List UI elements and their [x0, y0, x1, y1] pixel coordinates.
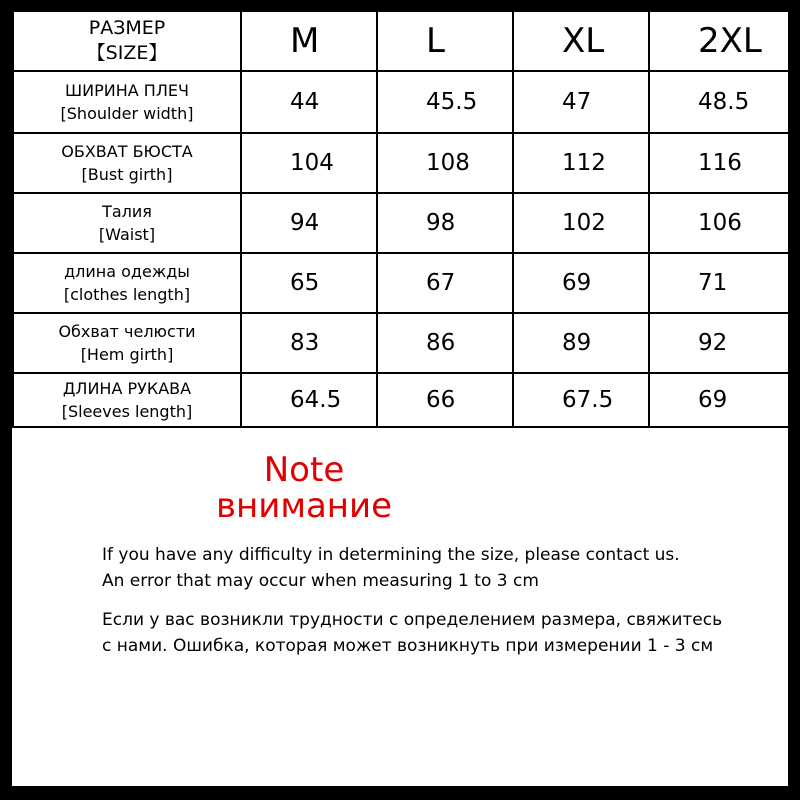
size-header-2xl: 2XL [649, 11, 789, 71]
header-row [13, 11, 789, 71]
value-cell: 89 [513, 313, 649, 373]
row-label [13, 373, 241, 427]
value-cell: 104 [241, 133, 377, 193]
value-cell: 64.5 [241, 373, 377, 427]
value-cell: 106 [649, 193, 789, 253]
value-cell: 67.5 [513, 373, 649, 427]
value-cell: 65 [241, 253, 377, 313]
value-cell: 83 [241, 313, 377, 373]
size-header-xl: XL [513, 11, 649, 71]
value-cell: 67 [377, 253, 513, 313]
corner-cell [13, 11, 241, 71]
row-label [13, 71, 241, 133]
value-cell: 69 [513, 253, 649, 313]
value-cell: 48.5 [649, 71, 789, 133]
value-cell: 98 [377, 193, 513, 253]
note-text-en-line2: An error that may occur when measuring 1 to 3 cm [102, 571, 539, 591]
row-label [13, 133, 241, 193]
corner-label-ru: РАЗМЕР [88, 17, 166, 39]
note-text-ru-line2: с нами. Ошибка, которая может возникнуть при измерении 1 - 3 см [102, 636, 714, 656]
row-label-en: [Waist] [98, 225, 156, 244]
table-row [13, 253, 789, 313]
note-title-en: Note [263, 450, 345, 490]
value-cell: 116 [649, 133, 789, 193]
row-label [13, 313, 241, 373]
note-text-en-line1: If you have any difficulty in determining the size, please contact us. [102, 545, 680, 565]
value-cell: 44 [241, 71, 377, 133]
size-header-m: M [241, 11, 377, 71]
value-cell: 45.5 [377, 71, 513, 133]
note-text-ru [102, 607, 752, 659]
table-row [13, 193, 789, 253]
row-label-ru: ОБХВАТ БЮСТА [61, 142, 193, 161]
value-cell: 108 [377, 133, 513, 193]
size-chart-sheet [12, 10, 788, 786]
value-cell: 86 [377, 313, 513, 373]
size-table [12, 10, 790, 428]
value-cell: 92 [649, 313, 789, 373]
row-label-ru: Талия [102, 202, 152, 221]
row-label-en: [Hem girth] [80, 345, 174, 364]
row-label-en: [clothes length] [63, 285, 191, 304]
value-cell: 71 [649, 253, 789, 313]
value-cell: 47 [513, 71, 649, 133]
value-cell: 102 [513, 193, 649, 253]
value-cell: 69 [649, 373, 789, 427]
row-label [13, 193, 241, 253]
row-label-ru: ДЛИНА РУКАВА [62, 379, 192, 398]
row-label-ru: длина одежды [64, 262, 190, 281]
row-label-ru: Обхват челюсти [58, 322, 196, 341]
table-row [13, 373, 789, 427]
table-row [13, 71, 789, 133]
table-row [13, 313, 789, 373]
table-row [13, 133, 789, 193]
value-cell: 94 [241, 193, 377, 253]
row-label-en: [Bust girth] [81, 165, 173, 184]
note-text-ru-line1: Если у вас возникли трудности с определением размера, свяжитесь [102, 610, 723, 630]
note-title-ru: внимание [215, 486, 393, 526]
row-label-ru: ШИРИНА ПЛЕЧ [65, 81, 189, 100]
corner-label-en: 【SIZE】 [86, 42, 168, 64]
row-label-en: [Sleeves length] [61, 402, 193, 421]
value-cell: 112 [513, 133, 649, 193]
size-header-l: L [377, 11, 513, 71]
note-text-en [102, 542, 752, 594]
value-cell: 66 [377, 373, 513, 427]
row-label [13, 253, 241, 313]
row-label-en: [Shoulder width] [60, 104, 194, 123]
